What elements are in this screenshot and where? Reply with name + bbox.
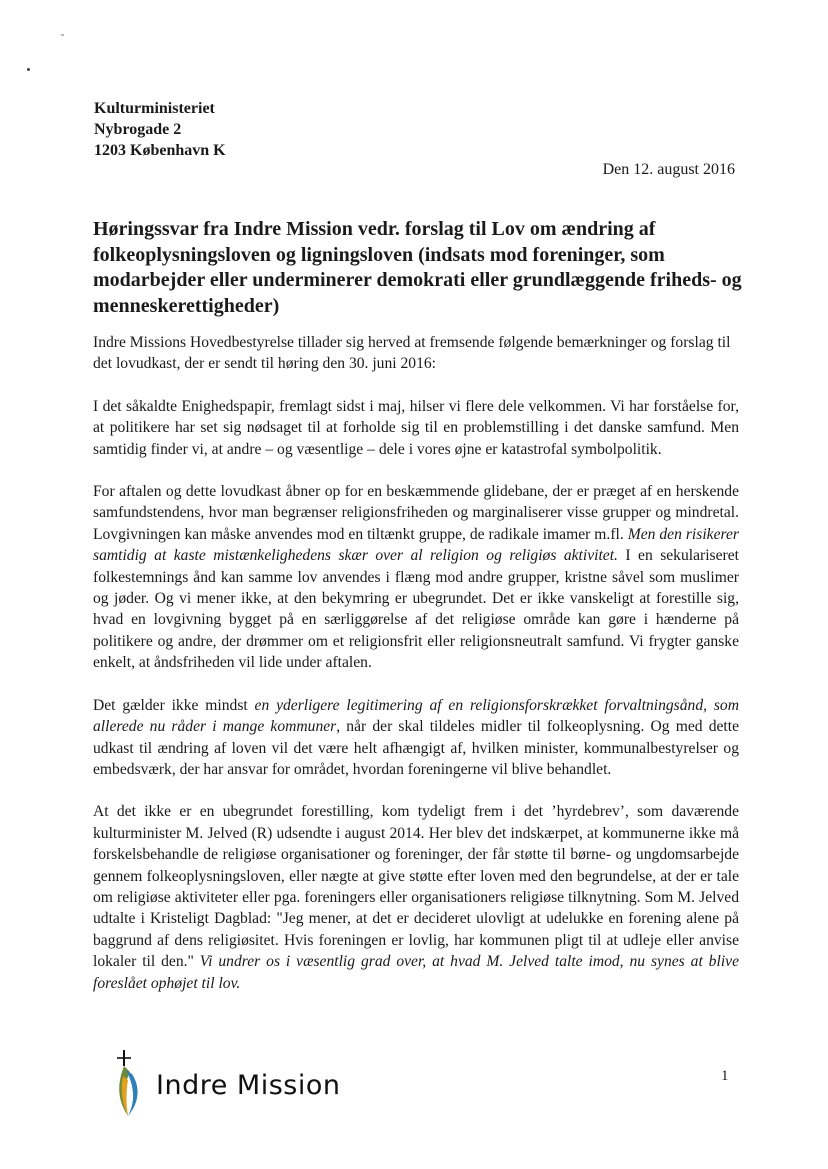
paragraph-3-part-2: I en sekulariseret folkestemnings ånd kan samme lov anvendes i flæng mod andre grupper, kristne såvel som muslimer og jøder. Og vi mener ikke, at den bekymring er ubegrundet. Det er ikke vanskeligt at forestille sig, hvad en lovgivning bygget på en særliggørelse af det religiøse område kan gøre i hænderne på politikere og andre, der drømmer om et religionsfrit eller religionsneutralt samfund. Vi frygter ganske enkelt, at åndsfriheden vil lide under aftalen. bbox=[93, 547, 739, 672]
paragraph-4-part-1: Det gælder ikke mindst bbox=[93, 696, 255, 714]
scan-speck bbox=[61, 34, 64, 36]
address-line-3: 1203 København K bbox=[94, 142, 226, 159]
cross-flame-logo-icon bbox=[110, 1048, 150, 1120]
paragraph-5 bbox=[93, 801, 739, 994]
paragraph-2: I det såkaldte Enighedspapir, fremlagt sidst i maj, hilser vi flere dele velkommen. Vi har forståelse for, at politikere har set sig nødsaget til at forholde sig til en problemstilling i det danske samfund. Men samtidig finder vi, at andre – og væsentlige – dele i vores øjne er katastrofal symbolpolitik. bbox=[93, 397, 739, 458]
paragraph-5-emphasis: Vi undrer os i væsentlig grad over, at hvad M. Jelved talte imod, nu synes at blive foreslået ophøjet til lov. bbox=[93, 953, 739, 992]
paragraph-3-part-1: For aftalen og dette lovudkast åbner op for en beskæmmende glidebane, der er præget af en herskende samfundstendens, hvor man begrænser religionsfriheden og marginaliserer visse grupper og mindretal. Lovgivningen kan måske anvendes mod en tiltænkt gruppe, de radikale imamer m.fl. bbox=[93, 483, 739, 543]
recipient-address bbox=[94, 98, 394, 161]
letter-body bbox=[93, 332, 739, 1015]
paragraph-1: Indre Missions Hovedbestyrelse tillader sig herved at fremsende følgende bemærkninger og forslag til det lovudkast, der er sendt til høring den 30. juni 2016: bbox=[93, 334, 731, 373]
paragraph-4-emphasis: en yderligere legitimering af en religionsforskrækket forvaltningsånd, som allerede nu råder i mange kommuner bbox=[93, 696, 739, 736]
letter-title: Høringssvar fra Indre Mission vedr. forslag til Lov om ændring af folkeoplysningsloven og ligningsloven (indsats mod foreninger, som modarbejder eller underminerer demokrati eller grundlæggende friheds- og menneskerettigheder) bbox=[93, 218, 742, 317]
paragraph-3 bbox=[93, 481, 739, 674]
address-line-1: Kulturministeriet bbox=[94, 100, 215, 117]
letter-date: Den 12. august 2016 bbox=[602, 161, 735, 178]
paragraph-4-part-2: , når der skal tildeles midler til folkeoplysning. Og med dette udkast til ændring af loven vil det være helt afhængigt af, hvilken minister, kommunalbestyrelser og embedsværk, der har ansvar for området, hvordan foreningerne vil blive behandlet. bbox=[93, 718, 739, 778]
paragraph-4 bbox=[93, 695, 739, 781]
address-line-2: Nybrogade 2 bbox=[94, 121, 182, 138]
organization-logo bbox=[110, 1048, 370, 1120]
page-number: 1 bbox=[721, 1068, 729, 1084]
paragraph-3-emphasis: Men den risikerer samtidig at kaste mistænkelighedens skær over al religion og religiøs aktivitet. bbox=[93, 525, 739, 565]
paragraph-5-part-1: At det ikke er en ubegrundet forestilling, kom tydeligt frem i det ’hyrdebrev’, som daværende kulturminister M. Jelved (R) udsendte i august 2014. Her blev det indskærpet, at kommunerne ikke må forskelsbehandle de religiøse organisationer og foreninger, der får støtte til børne- og ungdomsarbejde gennem folkeoplysningsloven, eller nægte at give støtte efter loven med den begrundelse, at der er tale om religiøse aktiviteter eller pga. foreningers eller organisationers religiøse tilknytning. Som M. Jelved udtalte i Kristeligt Dagblad: "Jeg mener, at det er decideret ulovligt at udelukke en forening alene på baggrund af dens religiøsitet. Hvis foreningen er lovlig, har kommunen pligt til at udleje eller anvise lokaler til den." bbox=[93, 803, 739, 971]
scan-speck bbox=[27, 68, 30, 71]
logo-wordmark: Indre Mission bbox=[156, 1070, 341, 1101]
